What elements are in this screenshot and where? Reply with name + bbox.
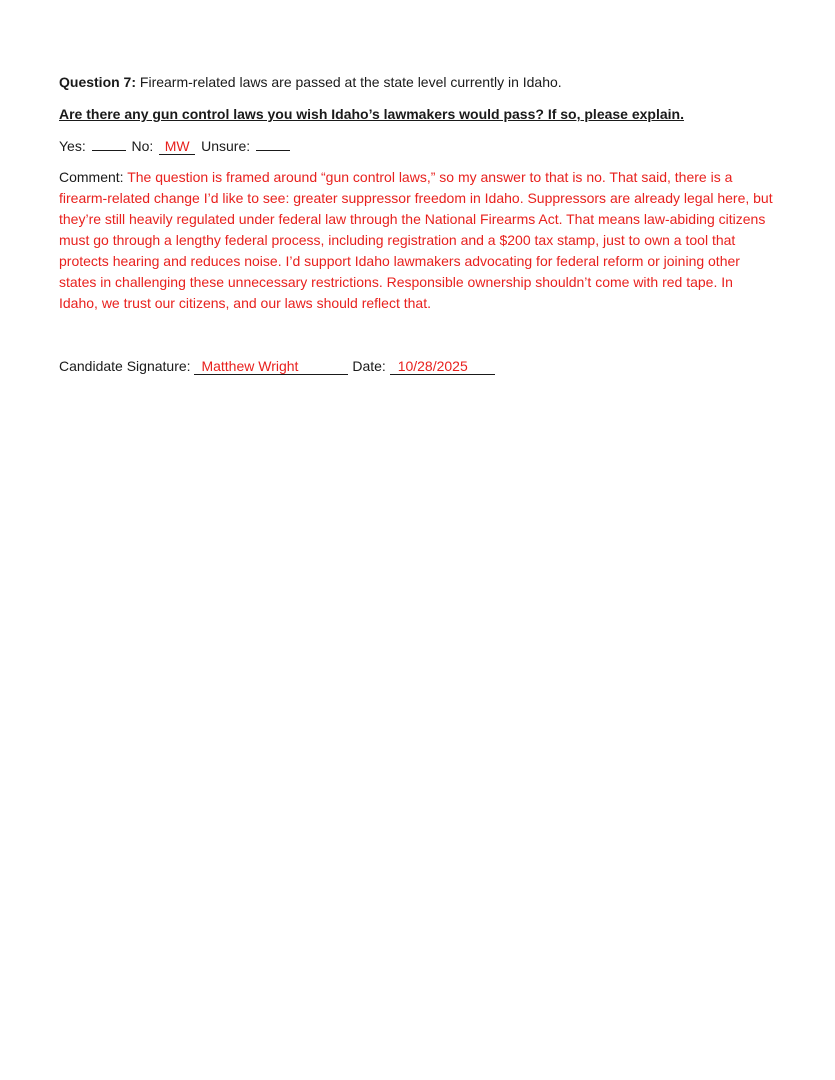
signature-line bbox=[59, 356, 775, 377]
question-text: Firearm-related laws are passed at the state level currently in Idaho. bbox=[139, 74, 562, 90]
date-label: Date: bbox=[352, 358, 386, 374]
comment-text: The question is framed around “gun control laws,” so my answer to that is no. That said, there is a firearm-related change I’d like to see: greater suppressor freedom in Idaho. Suppressors are already legal here, but they’re still heavily regulated under federal law through the National Firearms Act. That means law-abiding citizens must go through a lengthy federal process, including registration and a $200 tax stamp, just to own a tool that protects hearing and reduces noise. I’d support Idaho lawmakers advocating for federal reform or joining other states in challenging these unnecessary restrictions. Responsible ownership shouldn’t come with red tape. In Idaho, we trust our citizens, and our laws should reflect that. bbox=[59, 169, 773, 311]
signature-label: Candidate Signature: bbox=[59, 358, 191, 374]
question-prompt: Are there any gun control laws you wish Idaho’s lawmakers would pass? If so, please explain. bbox=[59, 106, 684, 122]
question-line bbox=[59, 72, 775, 93]
signature-name: Matthew Wright bbox=[194, 358, 348, 375]
yes-label: Yes: bbox=[59, 138, 86, 154]
signature-date: 10/28/2025 bbox=[390, 358, 495, 375]
comment-block bbox=[59, 167, 775, 314]
question-label: Question 7: bbox=[59, 74, 137, 90]
questionnaire-page bbox=[59, 72, 775, 377]
comment-label: Comment: bbox=[59, 169, 124, 185]
no-label: No: bbox=[131, 138, 154, 154]
answer-choices bbox=[59, 136, 775, 157]
no-answer: MW bbox=[159, 138, 195, 155]
unsure-label: Unsure: bbox=[201, 138, 251, 154]
yes-blank bbox=[92, 136, 126, 151]
unsure-blank bbox=[256, 136, 290, 151]
